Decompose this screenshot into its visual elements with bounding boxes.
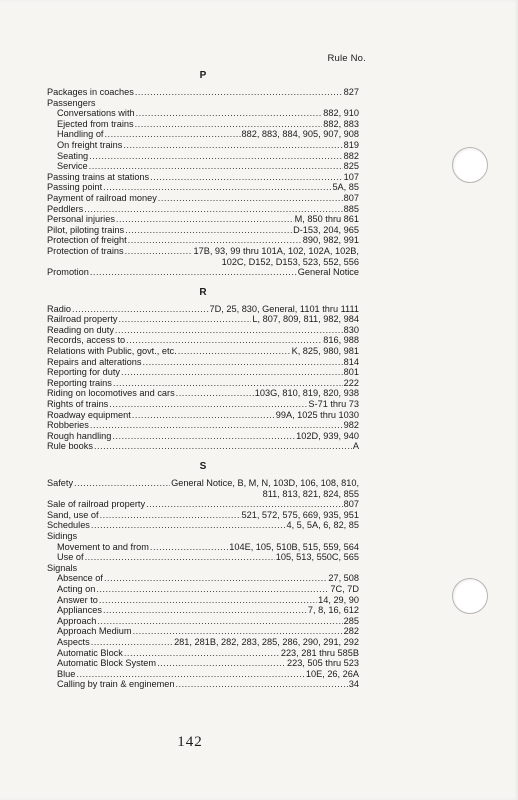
index-entry [47,267,359,278]
entry-label: Repairs and alterations [47,356,142,367]
entry-label: Rights of trains [47,399,109,410]
leader-dots [90,267,297,278]
entry-rule-numbers: 7C, 7D [330,583,359,594]
index-row [47,204,359,215]
entry-rule-numbers: 281, 281B, 282, 283, 285, 286, 290, 291, 292 [174,636,359,647]
leader-dots [84,204,342,215]
leader-dots [96,584,329,595]
entry-rule-numbers: 801 [343,367,359,378]
index-row [47,151,359,162]
index-row [47,193,359,204]
index-entry [47,378,359,389]
index-row [47,129,359,140]
index-row [47,357,359,368]
entry-label: Appliances [57,605,102,616]
entry-label: Sidings [47,530,78,541]
index-entry [47,357,359,368]
index-entry [47,431,359,442]
index-entry [47,595,359,606]
entry-label: Schedules [47,520,90,531]
leader-dots [104,129,240,140]
index-entry [47,410,359,421]
index-row [47,98,359,109]
index-entry [47,246,359,267]
entry-label: Passing point [47,182,103,193]
entry-label: On freight trains [57,139,123,150]
entry-label: Handling of [57,129,104,140]
entry-rule-numbers: 7, 8, 16, 612 [307,605,359,616]
entry-label: Riding on locomotives and cars [47,388,175,399]
index-entry [47,478,359,499]
index-entry [47,172,359,183]
index-row [47,552,359,563]
entry-label: Ejected from trains [57,118,134,129]
index-entry [47,520,359,531]
entry-label: Relations with Public, govt., etc. [47,346,177,357]
index-row [47,140,359,151]
entry-rule-numbers: 17B, 93, 99 thru 101A, 102, 102A, 102B, [193,245,359,256]
entry-rule-numbers: 223, 281 thru 585B [280,647,359,658]
index-entry [47,346,359,357]
index-row [47,304,359,315]
leader-dots [125,225,292,236]
binder-hole-top [452,147,488,183]
leader-dots [91,520,286,531]
index-entry [47,658,359,669]
index-entry [47,161,359,172]
entry-rule-numbers: 814 [343,356,359,367]
index-entry [47,573,359,584]
entry-rule-numbers: 882, 883 [323,118,359,129]
index-entry [47,531,359,542]
index-row [47,595,359,606]
entry-rule-numbers: 816, 988 [323,335,359,346]
entry-label: Pilot, piloting trains [47,224,125,235]
index-entry [47,129,359,140]
leader-dots [112,431,295,442]
entry-rule-numbers: 807 [343,192,359,203]
index-row [47,367,359,378]
index-entry [47,204,359,215]
index-row [47,616,359,627]
index-entry [47,193,359,204]
entry-label: Protection of freight [47,235,127,246]
index-row [47,573,359,584]
index-entry [47,420,359,431]
index-entry [47,626,359,637]
entry-rule-numbers: M, 850 thru 861 [294,214,359,225]
entry-rule-numbers: 521, 572, 575, 669, 935, 951 [241,509,359,520]
index-row [47,87,359,98]
entry-label: Reporting for duty [47,367,121,378]
index-entry [47,399,359,410]
entry-rule-numbers: 14, 29, 90 [318,594,359,605]
leader-dots [178,346,291,357]
entry-rule-numbers: General Notice [297,267,359,278]
leader-dots [94,441,352,452]
leader-dots [128,235,302,246]
index-row [47,626,359,637]
leader-dots [157,658,286,669]
entry-rule-numbers: L, 807, 809, 811, 982, 984 [252,314,359,325]
entry-label: Rough handling [47,430,112,441]
index-row [47,542,359,553]
leader-dots [142,357,342,368]
entry-rule-numbers: 34 [348,679,359,690]
entry-label: Packages in coaches [47,87,134,97]
index-entry [47,542,359,553]
entry-label: Calling by train & enginemen [57,679,175,690]
entry-rule-numbers: 107 [343,171,359,182]
leader-dots [109,399,307,410]
entry-rule-numbers: A [352,441,359,452]
leader-dots [135,87,343,98]
index-row [47,214,359,225]
entry-rule-numbers: 223, 505 thru 523 [286,658,359,669]
entry-label: Signals [47,562,78,573]
leader-dots [115,325,343,336]
entry-label: Passing trains at stations [47,171,150,182]
leader-dots [118,314,251,325]
index-entry [47,679,359,690]
index-row [47,420,359,431]
index-row [47,478,359,489]
index-row [47,388,359,399]
index-entry [47,214,359,225]
leader-dots [74,478,170,489]
entry-label: Promotion [47,267,89,278]
entry-rule-numbers: 807 [343,499,359,510]
entry-label: Sand, use of [47,509,99,520]
leader-dots [103,182,331,193]
index-row [47,431,359,442]
index-row [47,378,359,389]
index-entry [47,87,359,98]
leader-dots [132,410,275,421]
entry-rule-numbers-continued: 811, 813, 821, 824, 855 [262,488,359,499]
index-entry [47,605,359,616]
index-row [47,182,359,193]
index-entry [47,108,359,119]
index-entry [47,367,359,378]
entry-label: Aspects [57,636,90,647]
entry-label: Acting on [57,583,96,594]
leader-dots [135,119,323,130]
index-entry [47,119,359,130]
entry-rule-numbers: 7D, 25, 830, General, 1101 thru 1111 [209,303,359,314]
leader-dots [103,605,307,616]
index-row [47,669,359,680]
entry-rule-numbers: 882, 883, 884, 905, 907, 908 [241,129,359,140]
entry-label: Reading on duty [47,324,114,335]
entry-label: Conversations with [57,108,135,119]
leader-dots [124,648,280,659]
index-row [47,658,359,669]
index-entry [47,335,359,346]
leader-dots [89,161,343,172]
entry-rule-numbers: 27, 508 [328,573,359,584]
entry-label: Peddlers [47,203,84,214]
index-row [47,679,359,690]
leader-dots [104,573,327,584]
index-row [47,510,359,521]
binder-hole-bottom [452,578,488,614]
entry-label: Seating [57,150,89,161]
entry-rule-numbers: 882 [343,150,359,161]
index-entry [47,669,359,680]
entry-rule-numbers: 890, 982, 991 [302,235,359,246]
leader-dots [76,669,304,680]
section-letter: P [199,70,207,81]
entry-rule-numbers: S-71 thru 73 [308,399,359,410]
entry-rule-numbers: 105, 513, 550C, 565 [275,552,359,563]
entry-label: Radio [47,303,72,314]
rule-no-header: Rule No. [327,53,366,64]
index-entry [47,151,359,162]
index-row [47,346,359,357]
leader-dots [146,499,343,510]
leader-dots [133,626,343,637]
entry-rule-numbers: 10E, 26, 26A [305,668,359,679]
entry-rule-numbers: 104E, 105, 510B, 515, 559, 564 [229,541,359,552]
index-row [47,314,359,325]
entry-label: Records, access to [47,335,126,346]
entry-label: Passengers [47,97,96,108]
entry-rule-numbers: 4, 5, 5A, 6, 82, 85 [286,520,359,531]
index-entry [47,225,359,236]
index-entry [47,584,359,595]
entry-label: Approach Medium [57,626,132,637]
entry-rule-numbers: 99A, 1025 thru 1030 [275,409,359,420]
entry-label: Payment of railroad money [47,192,157,203]
index-row [47,441,359,452]
entry-label: Personal injuries [47,214,115,225]
leader-dots [99,595,317,606]
leader-dots [176,388,254,399]
index-row [47,410,359,421]
index-entry [47,441,359,452]
index-row [47,584,359,595]
leader-dots [123,140,342,151]
leader-dots [126,335,322,346]
entry-label: Rule books [47,441,93,452]
index-entry [47,98,359,109]
index-row [47,335,359,346]
index-row [47,161,359,172]
index-row [47,637,359,648]
entry-label: Answer to [57,594,98,605]
index-entry [47,552,359,563]
index-entry [47,648,359,659]
index-entry [47,235,359,246]
entry-label: Protection of trains [47,245,124,256]
index-row [47,499,359,510]
leader-dots [113,378,343,389]
leader-dots [90,420,343,431]
entry-label: Automatic Block System [57,658,157,669]
entry-label: Reporting trains [47,377,112,388]
index-row [47,648,359,659]
entry-label: Roadway equipment [47,409,131,420]
entry-rule-numbers: 285 [343,615,359,626]
entry-rule-numbers: 5A, 85 [332,182,359,193]
entry-label: Absence of [57,573,103,584]
leader-dots [100,510,241,521]
leader-dots [125,246,193,257]
entry-label: Automatic Block [57,647,123,658]
entry-rule-numbers: 982 [343,420,359,431]
entry-rule-numbers: 103G, 810, 819, 820, 938 [254,388,359,399]
entry-rule-numbers: 825 [343,161,359,172]
index-row [47,520,359,531]
index-entry [47,510,359,521]
leader-dots [121,367,343,378]
index-row [47,399,359,410]
index-entry [47,314,359,325]
entry-label: Railroad property [47,314,118,325]
entry-rule-numbers: 819 [343,139,359,150]
section-letter: R [199,286,207,298]
index-entry [47,140,359,151]
leader-dots [97,616,342,627]
entry-label: Service [57,161,88,172]
index-row [47,563,359,574]
entry-rule-numbers: 827 [343,87,359,97]
entry-label: Blue [57,668,76,679]
leader-dots [150,172,343,183]
entry-label: Movement to and from [57,541,149,552]
index-row [47,172,359,183]
leader-dots [85,552,275,563]
leader-dots [136,108,323,119]
entry-rule-numbers: D-153, 204, 965 [293,224,359,235]
leader-dots [116,214,294,225]
entry-rule-numbers: 102D, 939, 940 [296,430,359,441]
index-row [47,531,359,542]
entry-rule-numbers-continued: 102C, D152, D153, 523, 552, 556 [221,256,359,267]
leader-dots [72,304,209,315]
entry-rule-numbers: 885 [343,203,359,214]
entry-label: Sale of railroad property [47,499,146,510]
leader-dots [91,637,173,648]
section-letter: S [199,461,207,472]
index-entry [47,499,359,510]
leader-dots [175,679,347,690]
leader-dots [158,193,343,204]
index-row [47,119,359,130]
page-number: 142 [177,734,203,750]
index-content [47,60,359,690]
index-entry [47,182,359,193]
entry-rule-numbers: 222 [343,377,359,388]
leader-dots [89,151,342,162]
index-row [47,605,359,616]
index-entry [47,563,359,574]
entry-rule-numbers: General Notice, B, M, N, 103D, 106, 108, 810, [171,478,359,488]
index-row [47,267,359,278]
entry-rule-numbers: 830 [343,324,359,335]
index-row [47,235,359,246]
index-entry [47,388,359,399]
index-row [47,108,359,119]
index-entry [47,304,359,315]
entry-label: Approach [57,615,97,626]
index-entry [47,616,359,627]
index-row [47,325,359,336]
index-row [47,246,359,257]
entry-rule-numbers: K, 825, 980, 981 [291,346,359,357]
entry-rule-numbers: 282 [343,626,359,637]
index-entry [47,637,359,648]
entry-rule-numbers: 882, 910 [323,108,359,119]
index-entry [47,325,359,336]
index-row [47,225,359,236]
entry-label: Use of [57,552,84,563]
leader-dots [150,542,228,553]
entry-label: Robberies [47,420,89,431]
entry-label: Safety [47,478,74,488]
